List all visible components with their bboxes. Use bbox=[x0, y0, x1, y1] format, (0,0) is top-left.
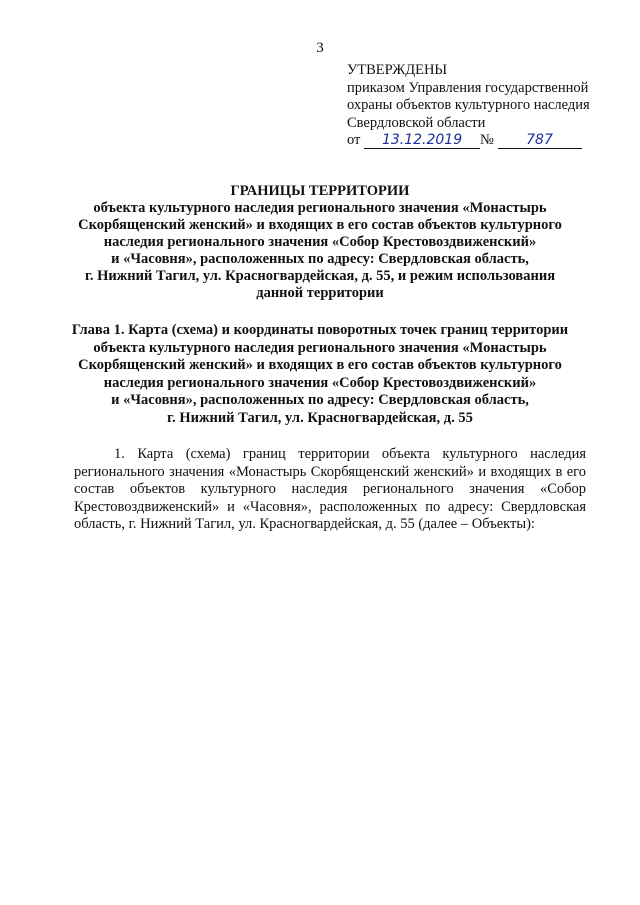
paragraph-line: 1. Карта (схема) границ территории объекта культурного наследия bbox=[114, 446, 586, 462]
handwritten-date: 13.12.2019 bbox=[364, 132, 480, 149]
title-line: г. Нижний Тагил, ул. Красногвардейская, д. 55, и режим использования bbox=[84, 268, 556, 284]
title-heading: ГРАНИЦЫ ТЕРРИТОРИИ bbox=[230, 183, 410, 199]
chapter-line: объекта культурного наследия регионального значения «Монастырь bbox=[93, 339, 547, 356]
approval-stamp bbox=[347, 62, 590, 150]
number-label: № bbox=[480, 132, 494, 148]
chapter-line: г. Нижний Тагил, ул. Красногвардейская, д. 55 bbox=[167, 409, 473, 426]
approval-date-number-row bbox=[347, 132, 590, 150]
handwritten-number: 787 bbox=[498, 132, 582, 149]
paragraph-line: область, г. Нижний Тагил, ул. Красногвардейская, д. 55 (далее – Объекты): bbox=[74, 516, 535, 532]
paragraph-line: состав объектов культурного наследия регионального значения «Собор bbox=[74, 481, 586, 497]
document-title bbox=[60, 183, 580, 302]
title-line: данной территории bbox=[256, 285, 384, 301]
approval-heading: УТВЕРЖДЕНЫ bbox=[347, 62, 448, 78]
chapter-line: наследия регионального значения «Собор Крестовоздвиженский» bbox=[103, 374, 537, 391]
title-line: Скорбященский женский» и входящих в его состав объектов культурного bbox=[78, 217, 562, 233]
chapter-heading bbox=[60, 322, 580, 427]
page-number: 3 bbox=[316, 40, 324, 56]
chapter-line: Глава 1. Карта (схема) и координаты поворотных точек границ территории bbox=[71, 322, 569, 338]
paragraph-1 bbox=[74, 446, 586, 534]
paragraph-line: Крестовоздвиженский» и «Часовня», расположенных по адресу: Свердловская bbox=[74, 498, 586, 515]
approval-line: Свердловской области bbox=[347, 114, 486, 131]
approval-line: охраны объектов культурного наследия bbox=[347, 97, 590, 113]
title-line: наследия регионального значения «Собор Крестовоздвиженский» bbox=[103, 234, 537, 250]
from-label: от bbox=[347, 132, 361, 148]
title-line: и «Часовня», расположенных по адресу: Свердловская область, bbox=[111, 251, 529, 267]
approval-line: приказом Управления государственной bbox=[347, 79, 589, 96]
chapter-line: Скорбященский женский» и входящих в его состав объектов культурного bbox=[78, 357, 562, 373]
paragraph-line: регионального значения «Монастырь Скорбященский женский» и входящих в его bbox=[74, 463, 586, 480]
title-line: объекта культурного наследия регионального значения «Монастырь bbox=[93, 200, 547, 216]
chapter-line: и «Часовня», расположенных по адресу: Свердловская область, bbox=[111, 392, 529, 408]
